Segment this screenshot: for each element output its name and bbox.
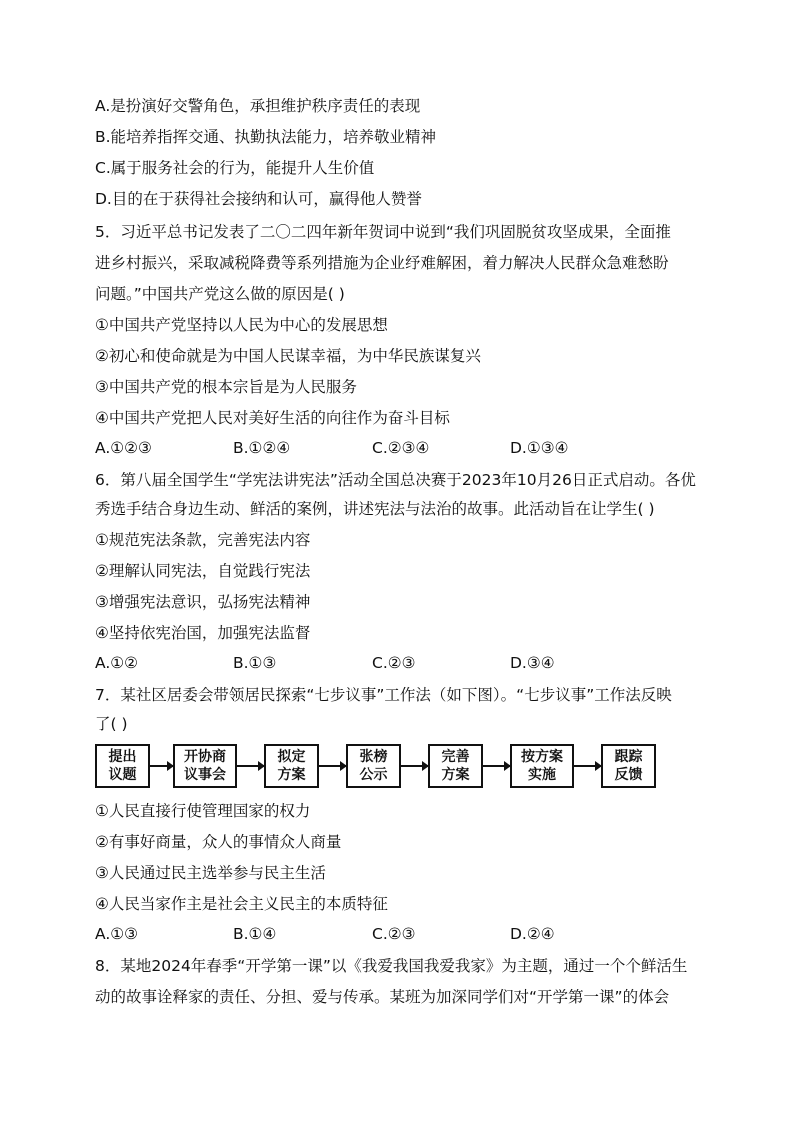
q6-options — [95, 654, 695, 674]
q7-statement-2: ②有事好商量，众人的事情众人商量 — [95, 833, 342, 851]
q6-statement-4: ④坚持依宪治国，加强宪法监督 — [95, 624, 311, 642]
q7-option-c[interactable]: C.②③ — [372, 925, 416, 943]
prev-option-d: D.目的在于获得社会接纳和认可，赢得他人赞誉 — [95, 190, 422, 208]
q8-stem-line-1: 8．某地2024年春季“开学第一课”以《我爱我国我爱我家》为主题，通过一个个鲜活生 — [95, 957, 688, 975]
q7-stem-line-1: 7．某社区居委会带领居民探索“七步议事”工作法（如下图）。“七步议事”工作法反映 — [95, 686, 672, 704]
q5-statement-3: ③中国共产党的根本宗旨是为人民服务 — [95, 378, 357, 396]
q5-option-c[interactable]: C.②③④ — [372, 439, 430, 457]
q5-option-d[interactable]: D.①③④ — [510, 439, 569, 457]
q7-option-d[interactable]: D.②④ — [510, 925, 555, 943]
q7-stem-line-2: 了( ) — [95, 715, 128, 733]
flow-arrow-2 — [237, 765, 264, 767]
flow-step-7: 跟踪 反馈 — [601, 744, 656, 788]
flow-arrow-4 — [401, 765, 428, 767]
prev-option-c: C.属于服务社会的行为，能提升人生价值 — [95, 159, 375, 177]
flow-step-2: 开协商 议事会 — [173, 744, 237, 788]
q6-statement-1: ①规范宪法条款，完善宪法内容 — [95, 531, 311, 549]
flow-arrow-3 — [319, 765, 346, 767]
q5-option-b[interactable]: B.①②④ — [233, 439, 291, 457]
flow-arrow-5 — [483, 765, 510, 767]
q6-option-d[interactable]: D.③④ — [510, 654, 555, 672]
flow-arrow-6 — [574, 765, 601, 767]
flow-step-5: 完善 方案 — [428, 744, 483, 788]
q6-stem-line-1: 6．第八届全国学生“学宪法讲宪法”活动全国总决赛于2023年10月26日正式启动。各优 — [95, 471, 696, 489]
q6-option-c[interactable]: C.②③ — [372, 654, 416, 672]
q6-statement-3: ③增强宪法意识，弘扬宪法精神 — [95, 593, 311, 611]
q7-option-a[interactable]: A.①③ — [95, 925, 139, 943]
q5-statement-2: ②初心和使命就是为中国人民谋幸福，为中华民族谋复兴 — [95, 347, 481, 365]
prev-option-b: B.能培养指挥交通、执勤执法能力，培养敬业精神 — [95, 128, 437, 146]
q5-statement-4: ④中国共产党把人民对美好生活的向往作为奋斗目标 — [95, 409, 450, 427]
q5-stem-line-1: 5．习近平总书记发表了二〇二四年新年贺词中说到“我们巩固脱贫攻坚成果，全面推 — [95, 223, 671, 241]
flow-step-6: 按方案 实施 — [510, 744, 574, 788]
flow-step-1: 提出 议题 — [95, 744, 150, 788]
q7-statement-3: ③人民通过民主选举参与民主生活 — [95, 864, 326, 882]
q8-stem-line-2: 动的故事诠释家的责任、分担、爱与传承。某班为加深同学们对“开学第一课”的体会 — [95, 988, 670, 1006]
q5-statement-1: ①中国共产党坚持以人民为中心的发展思想 — [95, 316, 388, 334]
q6-stem-line-2: 秀选手结合身边生动、鲜活的案例，讲述宪法与法治的故事。此活动旨在让学生( ) — [95, 500, 655, 518]
q5-option-a[interactable]: A.①②③ — [95, 439, 152, 457]
flow-arrow-1 — [150, 765, 173, 767]
q7-option-b[interactable]: B.①④ — [233, 925, 277, 943]
q6-option-b[interactable]: B.①③ — [233, 654, 277, 672]
q5-stem-line-3: 问题。”中国共产党这么做的原因是( ) — [95, 285, 345, 303]
q5-options — [95, 439, 695, 459]
flow-step-3: 拟定 方案 — [264, 744, 319, 788]
q7-statement-1: ①人民直接行使管理国家的权力 — [95, 802, 311, 820]
q6-option-a[interactable]: A.①② — [95, 654, 139, 672]
q7-statement-4: ④人民当家作主是社会主义民主的本质特征 — [95, 895, 388, 913]
q6-statement-2: ②理解认同宪法，自觉践行宪法 — [95, 562, 311, 580]
q5-stem-line-2: 进乡村振兴，采取减税降费等系列措施为企业纾难解困，着力解决人民群众急难愁盼 — [95, 254, 669, 272]
q7-options — [95, 925, 695, 945]
seven-step-flowchart — [95, 744, 695, 790]
flow-step-4: 张榜 公示 — [346, 744, 401, 788]
prev-option-a: A.是扮演好交警角色，承担维护秩序责任的表现 — [95, 97, 421, 115]
